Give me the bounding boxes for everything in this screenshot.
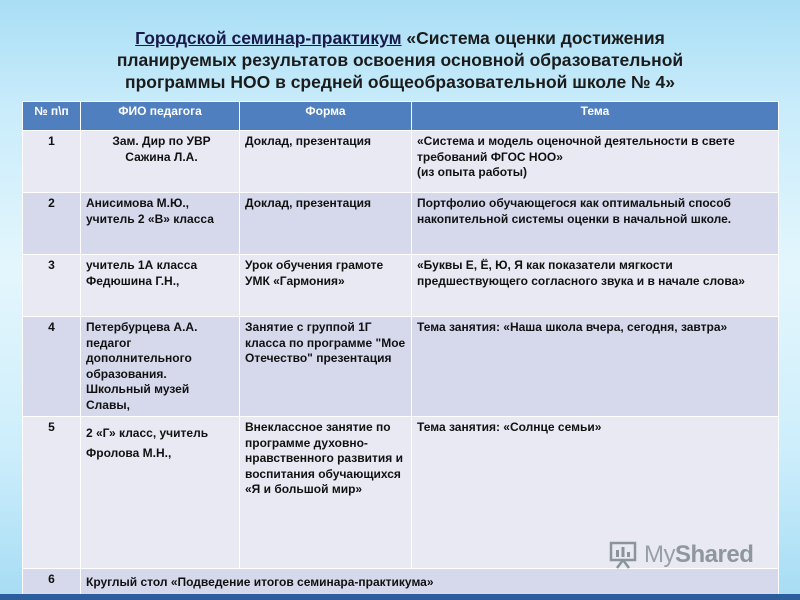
form-cell: Доклад, презентация [240, 131, 412, 193]
watermark-brand: MyShared [644, 541, 754, 568]
teacher-line: Сажина Л.А. [125, 149, 198, 164]
topic-cell: Портфолио обучающегося как оптимальный способ накопительной системы оценки в начальной школе. [412, 193, 779, 255]
header-teacher: ФИО педагога [81, 102, 240, 131]
table-row [23, 193, 779, 255]
topic-line: «Система и модель оценочной деятельности в свете требований ФГОС НОО» [417, 134, 735, 164]
teacher-cell [81, 131, 240, 193]
row-number: 5 [23, 417, 81, 569]
title-line3: программы НОО в средней общеобразовательной школе № 4» [125, 72, 675, 92]
table-header-row [23, 102, 779, 131]
table-row [23, 317, 779, 417]
row-number: 6 [23, 569, 81, 595]
teacher-line: Зам. Дир по УВР [112, 134, 211, 148]
watermark [608, 538, 768, 572]
teacher-line: Фролова М.Н., [86, 445, 172, 460]
topic-cell: Тема занятия: «Наша школа вчера, сегодня, завтра» [412, 317, 779, 417]
topic-cell: «Буквы Е, Ё, Ю, Я как показатели мягкости предшествующего согласного звука и в начале слова» [412, 255, 779, 317]
form-cell: Доклад, презентация [240, 193, 412, 255]
form-cell: Урок обучения грамоте УМК «Гармония» [240, 255, 412, 317]
title-seminar-name: Городской семинар-практикум [135, 28, 402, 48]
row-number: 2 [23, 193, 81, 255]
topic-cell [412, 131, 779, 193]
table-row [23, 255, 779, 317]
teacher-cell: Анисимова М.Ю., учитель 2 «В» класса [81, 193, 240, 255]
table-row [23, 569, 779, 595]
header-form: Форма [240, 102, 412, 131]
form-cell: Внеклассное занятие по программе духовно-нравственного развития и воспитания обучающихся «Я и большой мир» [240, 417, 412, 569]
topic-line: (из опыта работы) [417, 165, 527, 179]
header-number: № п\п [23, 102, 81, 131]
presentation-board-icon [608, 540, 638, 570]
bottom-accent-bar [0, 594, 800, 600]
teacher-cell: учитель 1А класса Федюшина Г.Н., [81, 255, 240, 317]
teacher-cell [81, 417, 240, 569]
row-number: 1 [23, 131, 81, 193]
topic-cell: Тема занятия: «Солнце семьи» [412, 417, 779, 569]
header-topic: Тема [412, 102, 779, 131]
row-number: 4 [23, 317, 81, 417]
slide-title [40, 27, 760, 93]
closing-cell: Круглый стол «Подведение итогов семинара-практикума» [81, 569, 779, 595]
title-line2: планируемых результатов освоения основной образовательной [116, 50, 684, 70]
teacher-cell: Петербурцева А.А. педагог дополнительного образования. Школьный музей Славы, [81, 317, 240, 417]
teacher-line: 2 «Г» класс, учитель [86, 426, 209, 440]
title-line1-rest: «Система оценки достижения [401, 28, 665, 48]
row-number: 3 [23, 255, 81, 317]
table-row [23, 131, 779, 193]
form-cell: Занятие с группой 1Г класса по программе "Мое Отечество" презентация [240, 317, 412, 417]
seminar-schedule-table [22, 101, 779, 595]
